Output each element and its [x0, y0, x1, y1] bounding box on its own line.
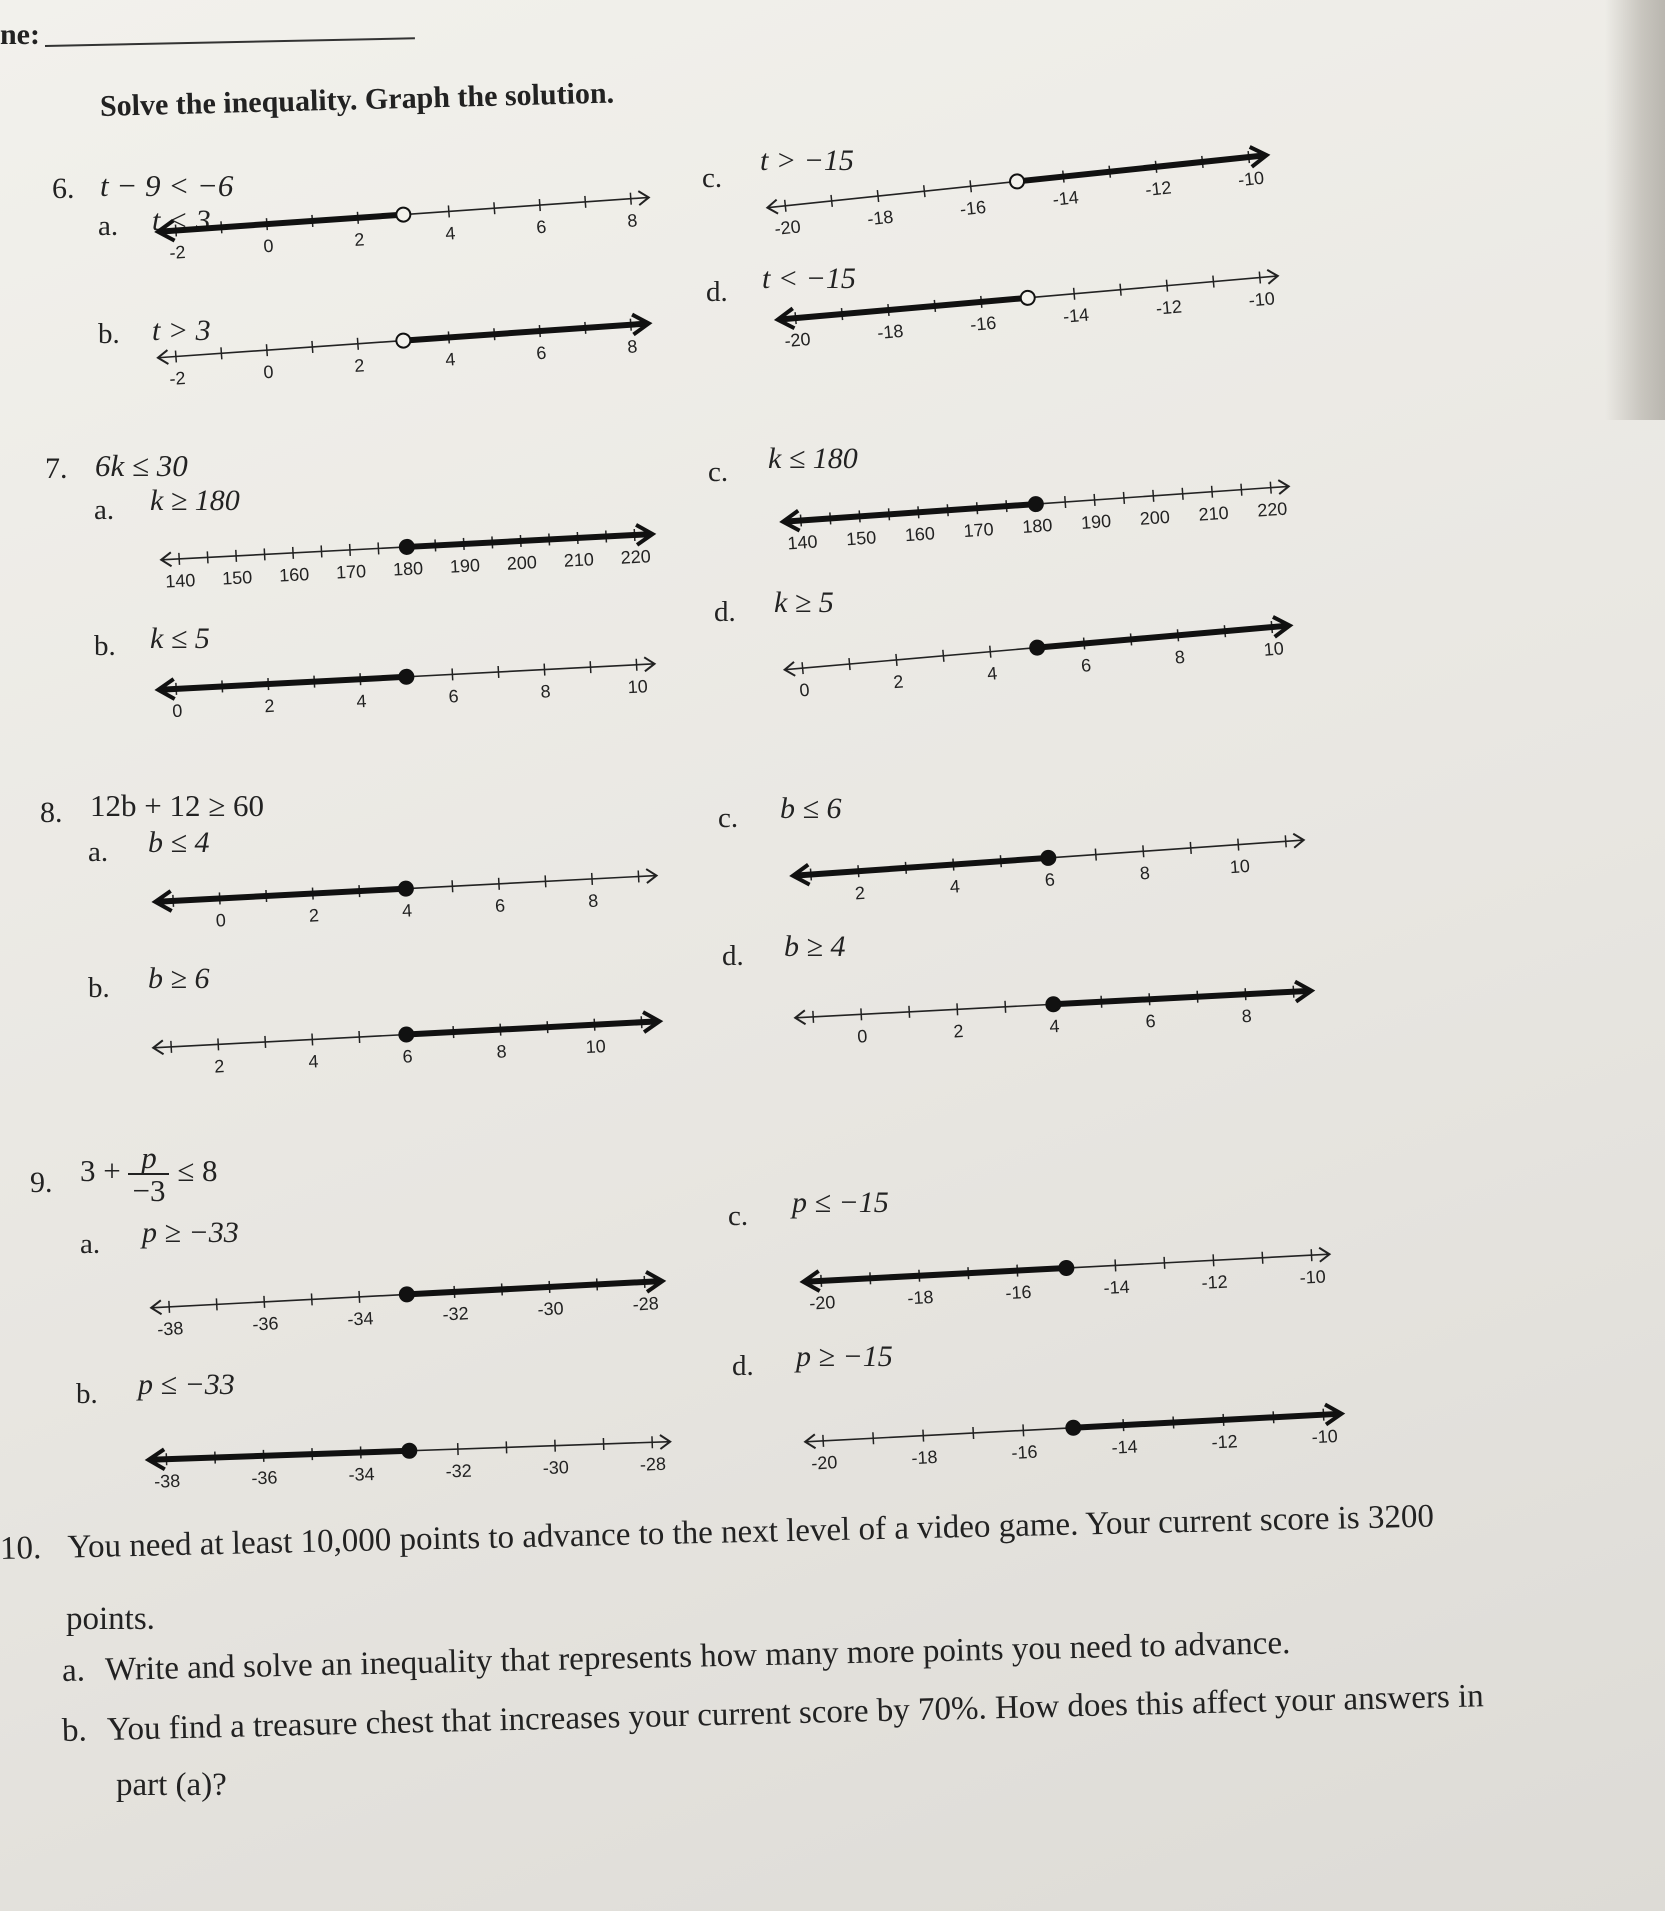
tick-mark	[943, 650, 944, 662]
problem-8d-answer: b ≥ 4	[784, 930, 846, 963]
tick-mark	[321, 545, 322, 557]
tick-label: 2	[213, 1056, 225, 1077]
tick-mark	[498, 666, 499, 678]
tick-label: 0	[262, 361, 275, 383]
number-line-group	[784, 616, 1293, 702]
problem-6d-answer: t < −15	[762, 262, 856, 295]
problem-10b-line2: part (a)?	[116, 1767, 227, 1803]
tick-label: 2	[353, 355, 366, 377]
tick-mark	[849, 658, 850, 670]
tick-mark	[823, 1435, 824, 1447]
tick-mark	[1153, 490, 1154, 502]
tick-mark	[236, 550, 237, 562]
problem-9-number: 9.	[30, 1166, 53, 1199]
tick-label: 0	[856, 1026, 868, 1047]
tick-mark	[1074, 288, 1075, 300]
tick-label: -10	[1311, 1425, 1339, 1448]
tick-mark	[990, 646, 991, 658]
tick-label: 2	[308, 905, 320, 926]
tick-label: 150	[845, 527, 877, 550]
tick-label: 8	[1174, 646, 1186, 668]
tick-label: -34	[346, 1308, 374, 1330]
tick-mark	[802, 662, 803, 674]
tick-mark	[585, 196, 586, 208]
closed-endpoint	[1066, 1420, 1081, 1435]
tick-label: -38	[153, 1470, 181, 1492]
problem-9b-letter: b.	[76, 1378, 98, 1410]
tick-label: 10	[627, 676, 649, 698]
closed-endpoint	[1028, 497, 1043, 512]
number-line-group	[161, 524, 655, 592]
problem-7-equation: 6k ≤ 30	[95, 448, 188, 483]
tick-mark	[1115, 1259, 1116, 1271]
number-line-group	[805, 1404, 1343, 1474]
closed-endpoint	[1059, 1261, 1074, 1276]
problem-10a-letter: a.	[61, 1652, 86, 1689]
tick-label: 2	[353, 229, 366, 251]
tick-label: 2	[892, 671, 905, 693]
tick-mark	[359, 1031, 360, 1043]
tick-label: 210	[563, 549, 595, 571]
tick-label: -30	[537, 1298, 565, 1320]
closed-endpoint	[399, 881, 414, 896]
problem-9c-answer: p ≤ −15	[792, 1186, 889, 1219]
tick-label: 150	[221, 567, 253, 589]
tick-label: 0	[262, 235, 275, 257]
problem-8-equation: 12b + 12 ≥ 60	[90, 788, 264, 823]
tick-mark	[175, 351, 176, 363]
tick-label: -36	[251, 1313, 279, 1335]
closed-endpoint	[400, 1287, 415, 1302]
solution-ray	[157, 889, 406, 902]
tick-mark	[264, 1296, 265, 1308]
tick-label: 10	[585, 1036, 607, 1058]
number-line	[153, 303, 657, 408]
tick-label: 2	[263, 695, 275, 717]
tick-mark	[265, 1036, 266, 1048]
problem-6c-letter: c.	[702, 162, 723, 194]
tick-mark	[216, 1298, 217, 1310]
tick-label: 4	[949, 876, 961, 897]
problem-10a-text: Write and solve an inequality that represents how many more points you need to advance.	[104, 1625, 1291, 1689]
solution-ray	[407, 1281, 661, 1294]
open-endpoint	[396, 333, 411, 348]
tick-mark	[539, 199, 540, 211]
tick-mark	[207, 551, 208, 563]
tick-mark	[957, 1003, 958, 1015]
tick-mark	[494, 202, 495, 214]
tick-label: 4	[444, 349, 457, 370]
tick-mark	[1023, 1424, 1024, 1436]
problem-8a-letter: a.	[88, 836, 109, 868]
problem-9b-answer: p ≤ −33	[138, 1368, 235, 1401]
tick-label: 140	[786, 531, 819, 554]
number-line-group	[795, 981, 1313, 1050]
tick-mark	[312, 1033, 313, 1045]
problem-9-eq-prefix: 3 +	[80, 1153, 121, 1189]
tick-label: -10	[1237, 167, 1266, 191]
tick-label: -10	[1299, 1266, 1327, 1288]
tick-label: -28	[639, 1453, 667, 1475]
problem-9d-letter: d.	[732, 1350, 754, 1382]
number-line	[778, 466, 1297, 572]
solution-ray	[406, 1021, 657, 1034]
tick-label: 6	[1044, 869, 1056, 891]
problem-8-number: 8.	[40, 796, 63, 829]
tick-mark	[1005, 1001, 1006, 1013]
problem-7c-answer: k ≤ 180	[768, 442, 858, 475]
tick-label: 8	[540, 681, 552, 702]
problem-7-number: 7.	[45, 452, 68, 485]
solution-ray	[795, 858, 1048, 876]
tick-label: 2	[952, 1021, 964, 1042]
tick-mark	[1095, 849, 1096, 861]
tick-mark	[221, 347, 222, 359]
problem-10b	[62, 1677, 1485, 1751]
tick-mark	[630, 193, 631, 205]
closed-endpoint	[1041, 850, 1056, 865]
number-line-group	[782, 476, 1291, 553]
tick-mark	[452, 880, 453, 892]
problem-8c-answer: b ≤ 6	[780, 792, 842, 825]
tick-label: 2	[854, 882, 866, 904]
closed-endpoint	[1046, 997, 1061, 1012]
problem-8b-letter: b.	[88, 972, 110, 1004]
problem-9-fraction-denominator: −3	[132, 1173, 166, 1208]
tick-mark	[218, 1038, 219, 1050]
problem-8c-letter: c.	[718, 802, 739, 834]
tick-mark	[1262, 1252, 1263, 1264]
tick-label: -16	[1004, 1281, 1032, 1304]
tick-label: 10	[1229, 855, 1251, 878]
tick-label: -16	[1010, 1441, 1038, 1464]
tick-mark	[311, 1293, 312, 1305]
tick-mark	[1213, 276, 1214, 288]
tick-label: -20	[808, 1292, 836, 1314]
tick-label: 160	[278, 564, 310, 586]
tick-mark	[312, 341, 313, 353]
tick-label: 140	[164, 570, 196, 592]
tick-mark	[592, 873, 593, 885]
number-line	[148, 1001, 666, 1098]
tick-mark	[638, 870, 639, 882]
tick-label: 8	[587, 890, 599, 912]
tick-mark	[813, 1011, 814, 1023]
tick-mark	[970, 180, 971, 192]
tick-label: 8	[626, 210, 639, 231]
tick-label: -32	[442, 1303, 470, 1325]
tick-label: -12	[1144, 177, 1173, 200]
problem-9a-letter: a.	[80, 1228, 101, 1260]
name-blank-line	[45, 37, 415, 47]
tick-label: 200	[506, 552, 538, 574]
tick-label: 6	[1145, 1010, 1157, 1032]
tick-mark	[350, 544, 351, 556]
problem-7b-answer: k ≤ 5	[150, 622, 210, 655]
problem-7a-answer: k ≥ 180	[150, 484, 240, 517]
tick-label: -10	[1247, 288, 1276, 311]
tick-label: 160	[904, 523, 936, 546]
tick-mark	[1182, 488, 1183, 500]
tick-label: 0	[171, 700, 183, 722]
problem-9-eq-suffix: ≤ 8	[177, 1153, 218, 1189]
tick-label: 170	[335, 561, 367, 583]
tick-label: 6	[494, 895, 506, 917]
tick-mark	[973, 1427, 974, 1439]
problem-7d-letter: d.	[714, 596, 736, 628]
tick-mark	[923, 1430, 924, 1442]
solution-ray	[407, 534, 651, 547]
number-line	[144, 1422, 676, 1510]
tick-mark	[171, 1041, 172, 1053]
solution-ray	[150, 1451, 409, 1460]
number-line	[800, 1394, 1348, 1492]
tick-mark	[544, 664, 545, 676]
tick-label: -28	[632, 1293, 660, 1315]
problem-9-equation	[80, 1142, 217, 1206]
number-line-group	[803, 1244, 1331, 1314]
problem-10-line1	[0, 1497, 1434, 1569]
tick-label: 0	[215, 910, 227, 931]
tick-label: 220	[620, 546, 652, 568]
tick-label: -2	[168, 241, 187, 263]
tick-mark	[909, 1006, 910, 1018]
tick-label: 0	[798, 679, 811, 701]
tick-label: -20	[810, 1452, 838, 1474]
tick-label: -18	[876, 320, 905, 344]
solution-ray	[805, 1268, 1066, 1282]
tick-mark	[590, 661, 591, 673]
closed-endpoint	[400, 540, 415, 555]
problem-6-number: 6.	[52, 172, 75, 205]
tick-label: 4	[986, 663, 999, 685]
number-line-group	[158, 654, 657, 722]
tick-label: 180	[392, 558, 424, 580]
tick-label: 4	[307, 1051, 319, 1072]
tick-mark	[264, 548, 265, 560]
tick-label: 8	[496, 1041, 508, 1062]
problem-6d-letter: d.	[706, 276, 728, 308]
tick-mark	[861, 1008, 862, 1020]
tick-label: 8	[1139, 862, 1151, 884]
tick-mark	[877, 190, 878, 202]
tick-label: -12	[1201, 1271, 1229, 1293]
problem-10b-text: You find a treasure chest that increases your current score by 70%. How does this affect your answers in	[106, 1678, 1485, 1748]
tick-mark	[873, 1432, 874, 1444]
tick-mark	[1164, 1257, 1165, 1269]
solution-ray	[1053, 991, 1309, 1004]
tick-label: 8	[1241, 1005, 1253, 1027]
tick-mark	[359, 1291, 360, 1303]
tick-label: 6	[448, 686, 460, 707]
tick-label: -12	[1155, 296, 1183, 319]
tick-mark	[266, 344, 267, 356]
tick-label: 6	[401, 1046, 414, 1067]
closed-endpoint	[399, 1027, 414, 1042]
problem-9a-answer: p ≥ −33	[142, 1216, 239, 1249]
tick-mark	[499, 878, 500, 890]
tick-label: -30	[542, 1457, 570, 1479]
tick-label: -18	[906, 1287, 934, 1309]
tick-mark	[378, 542, 379, 554]
name-label: ne:	[0, 18, 40, 51]
tick-label: 6	[535, 342, 548, 364]
tick-mark	[1285, 835, 1286, 847]
problem-9-fraction	[128, 1142, 169, 1206]
closed-endpoint	[399, 669, 414, 684]
solution-ray	[1037, 626, 1288, 648]
problem-7c-letter: c.	[708, 456, 729, 488]
tick-mark	[1124, 492, 1125, 504]
tick-label: -2	[168, 367, 187, 389]
number-line	[153, 644, 661, 740]
tick-label: -14	[1103, 1276, 1131, 1299]
tick-label: -20	[773, 216, 802, 239]
problem-9c-letter: c.	[728, 1200, 749, 1232]
tick-mark	[452, 668, 453, 680]
tick-mark	[636, 659, 637, 671]
tick-label: 190	[449, 555, 481, 577]
open-endpoint	[1020, 290, 1035, 305]
tick-label: 170	[962, 519, 995, 542]
tick-label: 4	[1048, 1016, 1061, 1037]
tick-mark	[1094, 494, 1095, 506]
open-endpoint	[396, 207, 411, 222]
problem-10-number: 10.	[0, 1530, 42, 1567]
tick-mark	[1190, 842, 1191, 854]
tick-label: 220	[1256, 498, 1288, 521]
tick-label: -16	[969, 312, 998, 335]
problem-9-fraction-numerator: p	[128, 1142, 169, 1175]
instructions: Solve the inequality. Graph the solution.	[99, 76, 615, 123]
problem-6a-answer: t < 3	[152, 204, 211, 237]
tick-label: -18	[910, 1446, 938, 1469]
problem-6-equation: t − 9 < −6	[100, 168, 234, 203]
solution-ray	[1073, 1414, 1339, 1428]
tick-mark	[1065, 496, 1066, 508]
tick-mark	[1241, 484, 1242, 496]
number-line-group	[157, 313, 651, 389]
tick-mark	[1120, 284, 1121, 296]
tick-label: -34	[348, 1463, 375, 1485]
tick-label: -14	[1111, 1436, 1139, 1458]
tick-label: 6	[1080, 655, 1092, 676]
tick-label: -18	[866, 206, 895, 230]
tick-mark	[357, 338, 358, 350]
number-line-group	[148, 1432, 671, 1492]
number-line-group	[792, 830, 1306, 908]
problem-8b-answer: b ≥ 6	[148, 962, 210, 995]
tick-label: 4	[444, 223, 457, 244]
tick-label: 4	[355, 690, 368, 712]
tick-mark	[1238, 839, 1239, 851]
problem-6a-letter: a.	[98, 210, 119, 242]
problem-9d-answer: p ≥ −15	[796, 1340, 893, 1373]
problem-6b-answer: t > 3	[152, 314, 211, 347]
tick-mark	[831, 195, 832, 207]
number-line	[779, 605, 1298, 720]
number-line	[790, 971, 1318, 1068]
tick-label: -16	[959, 196, 987, 220]
tick-label: -32	[445, 1460, 473, 1482]
number-line	[798, 1234, 1336, 1332]
problem-10-text: You need at least 10,000 points to advance to the next level of a video game. Your current score is 3200	[67, 1498, 1435, 1566]
tick-label: 190	[1080, 510, 1112, 533]
tick-label: 8	[626, 336, 639, 357]
problem-7d-answer: k ≥ 5	[774, 586, 834, 619]
solution-ray	[160, 677, 406, 690]
problem-10-line2: points.	[66, 1601, 155, 1637]
tick-label: 6	[535, 216, 548, 238]
number-line	[146, 1261, 669, 1358]
tick-mark	[179, 553, 180, 565]
solution-ray	[1017, 155, 1265, 181]
problem-8d-letter: d.	[722, 940, 744, 972]
number-line	[788, 820, 1312, 926]
closed-endpoint	[1030, 640, 1045, 655]
tick-mark	[293, 547, 294, 559]
number-line-group	[153, 1011, 662, 1079]
tick-mark	[1259, 272, 1260, 284]
problem-8a-answer: b ≤ 4	[148, 826, 210, 859]
tick-label: -14	[1051, 187, 1080, 210]
number-line-group	[155, 866, 659, 934]
tick-label: 200	[1139, 506, 1171, 529]
tick-mark	[785, 200, 786, 212]
tick-mark	[448, 205, 449, 217]
tick-label: -36	[251, 1467, 278, 1489]
problem-10b-letter: b.	[61, 1712, 88, 1749]
closed-endpoint	[402, 1444, 416, 1458]
tick-mark	[1212, 486, 1213, 498]
number-line	[150, 855, 663, 952]
problem-10a	[62, 1624, 1291, 1691]
tick-mark	[1213, 1254, 1214, 1266]
problem-6b-letter: b.	[98, 318, 120, 350]
problem-6c-answer: t > −15	[760, 144, 854, 177]
tick-label: 10	[1262, 638, 1285, 660]
tick-mark	[1166, 280, 1167, 292]
tick-label: 4	[401, 900, 413, 921]
tick-label: -38	[156, 1318, 184, 1340]
tick-mark	[1270, 482, 1271, 494]
tick-mark	[896, 654, 897, 666]
tick-mark	[1143, 845, 1144, 857]
tick-label: -20	[783, 328, 812, 352]
tick-label: 210	[1197, 502, 1230, 525]
tick-label: -12	[1211, 1431, 1239, 1453]
number-line-group	[151, 1271, 664, 1340]
tick-mark	[169, 1301, 170, 1313]
open-endpoint	[1009, 174, 1024, 189]
solution-ray	[403, 324, 646, 341]
tick-mark	[1311, 1249, 1312, 1261]
problem-7a-letter: a.	[94, 494, 115, 526]
solution-ray	[785, 504, 1036, 522]
solution-ray	[160, 215, 403, 232]
tick-label: -14	[1062, 304, 1090, 327]
tick-label: 180	[1021, 514, 1054, 538]
problem-7b-letter: b.	[94, 630, 116, 662]
tick-mark	[545, 875, 546, 887]
tick-mark	[924, 185, 925, 197]
number-line	[156, 514, 659, 610]
